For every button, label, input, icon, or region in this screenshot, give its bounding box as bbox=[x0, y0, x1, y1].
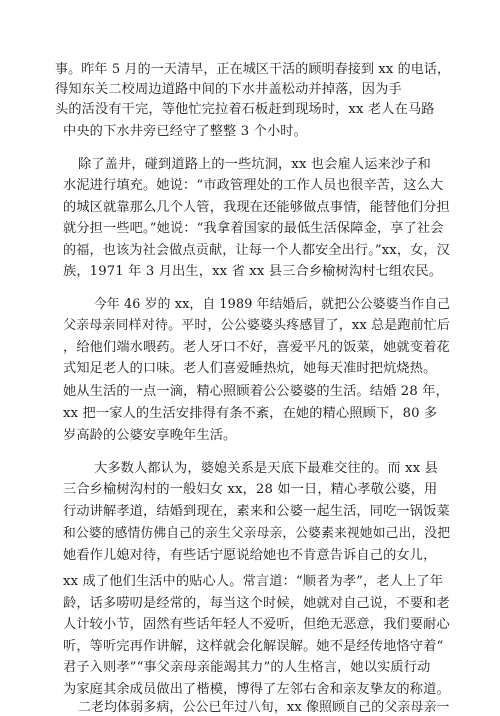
text-line: 中央的下水井旁已经守了整整 3 个小时。 bbox=[63, 124, 307, 139]
text-line: 式知足老人的口味。老人们喜爱睡热炕，她每天准时把炕烧热。 bbox=[63, 361, 437, 376]
text-line: 人计较小节，固然有些话年轻人不爱听，但绝无恶意，我们要耐心 bbox=[63, 617, 450, 632]
text-line: 除了盖井，碰到道路上的一些坑洞，xx 也会雇人运来沙子和 bbox=[78, 157, 431, 172]
text-line: 二老均体弱多病，公公已年过八旬，xx 像照顾自己的父亲母亲一 bbox=[78, 700, 450, 715]
text-line: xx 把一家人的生活安排得有条不紊，在她的精心照顾下，80 多 bbox=[63, 406, 438, 421]
text-line: 事。昨年 5 月的一天清早，正在城区干活的顾明春接到 xx 的电话， bbox=[55, 62, 451, 77]
text-line: 的福，也该为社会做点贡献，让每一个人都安全出行。”xx，女，汉 bbox=[63, 243, 450, 258]
text-line: 为家庭其余成员做出了楷模，博得了左邻右舍和亲友挚友的称道。 bbox=[63, 682, 450, 697]
text-line: 她看作儿媳对待，有些话宁愿说给她也不肯意告诉自己的女儿， bbox=[63, 548, 437, 563]
text-line: 父亲母亲同样对待。平时，公公婆婆头疼感冒了，xx 总是跑前忙后 bbox=[63, 318, 450, 333]
text-line: xx 成了他们生活中的贴心人。常言道：“顺者为孝”，老人上了年 bbox=[63, 574, 444, 589]
text-line: 岁高龄的公婆安享晚年生活。 bbox=[63, 428, 237, 443]
text-line: 头的活没有干完，等他忙完拉着石板赶到现场时，xx 老人在马路 bbox=[55, 102, 435, 117]
text-line: 三合乡榆树沟村的一般妇女 xx，28 如一日，精心孝敬公婆，用 bbox=[63, 482, 438, 497]
text-line: 的城区就靠那么几个人管，我现在还能够做点事情，能替他们分担 bbox=[63, 200, 450, 215]
text-line: 她从生活的一点一滴，精心照顾着公公婆婆的生活。结婚 28 年， bbox=[63, 384, 449, 399]
text-line: 听，等听完再作讲解，这样就会化解误解。她不是经传地恪守着“ bbox=[63, 639, 444, 654]
text-line: 龄，话多唠叨是经常的，每当这个时候，她就对自己说，不要和老 bbox=[63, 596, 450, 611]
text-line: 族，1971 年 3 月出生，xx 省 xx 县三合乡榆树沟村七组农民。 bbox=[63, 264, 443, 279]
text-line: 水泥进行填充。她说：“市政管理处的工作人员也很辛苦，这么大 bbox=[63, 178, 444, 193]
text-line: 就分担一些吧。”她说：“我拿着国家的最低生活保障金，享了社会 bbox=[63, 221, 444, 236]
text-line: 大多数人都认为，婆媳关系是天底下最难交往的。而 xx 县 bbox=[94, 461, 438, 476]
text-line: 君子入则孝”“事父亲母亲能竭其力”的人生格言，她以实质行动 bbox=[63, 660, 431, 675]
text-line: 和公婆的感情仿佛自己的亲生父亲母亲，公婆素来视她如己出，没把 bbox=[63, 526, 451, 541]
text-line: 今年 46 岁的 xx，自 1989 年结婚后，就把公公婆婆当作自己 bbox=[94, 297, 451, 312]
text-line: ，给他们端水喂药。老人牙口不好，喜爱平凡的饭菜，她就变着花 bbox=[63, 340, 450, 355]
text-line: 行动讲解孝道，结婚到现在，素来和公婆一起生活，同吃一锅饭菜 bbox=[63, 504, 450, 519]
text-line: 得知东关二校周边道路中间的下水井盖松动并掉落，因为手 bbox=[55, 82, 402, 97]
